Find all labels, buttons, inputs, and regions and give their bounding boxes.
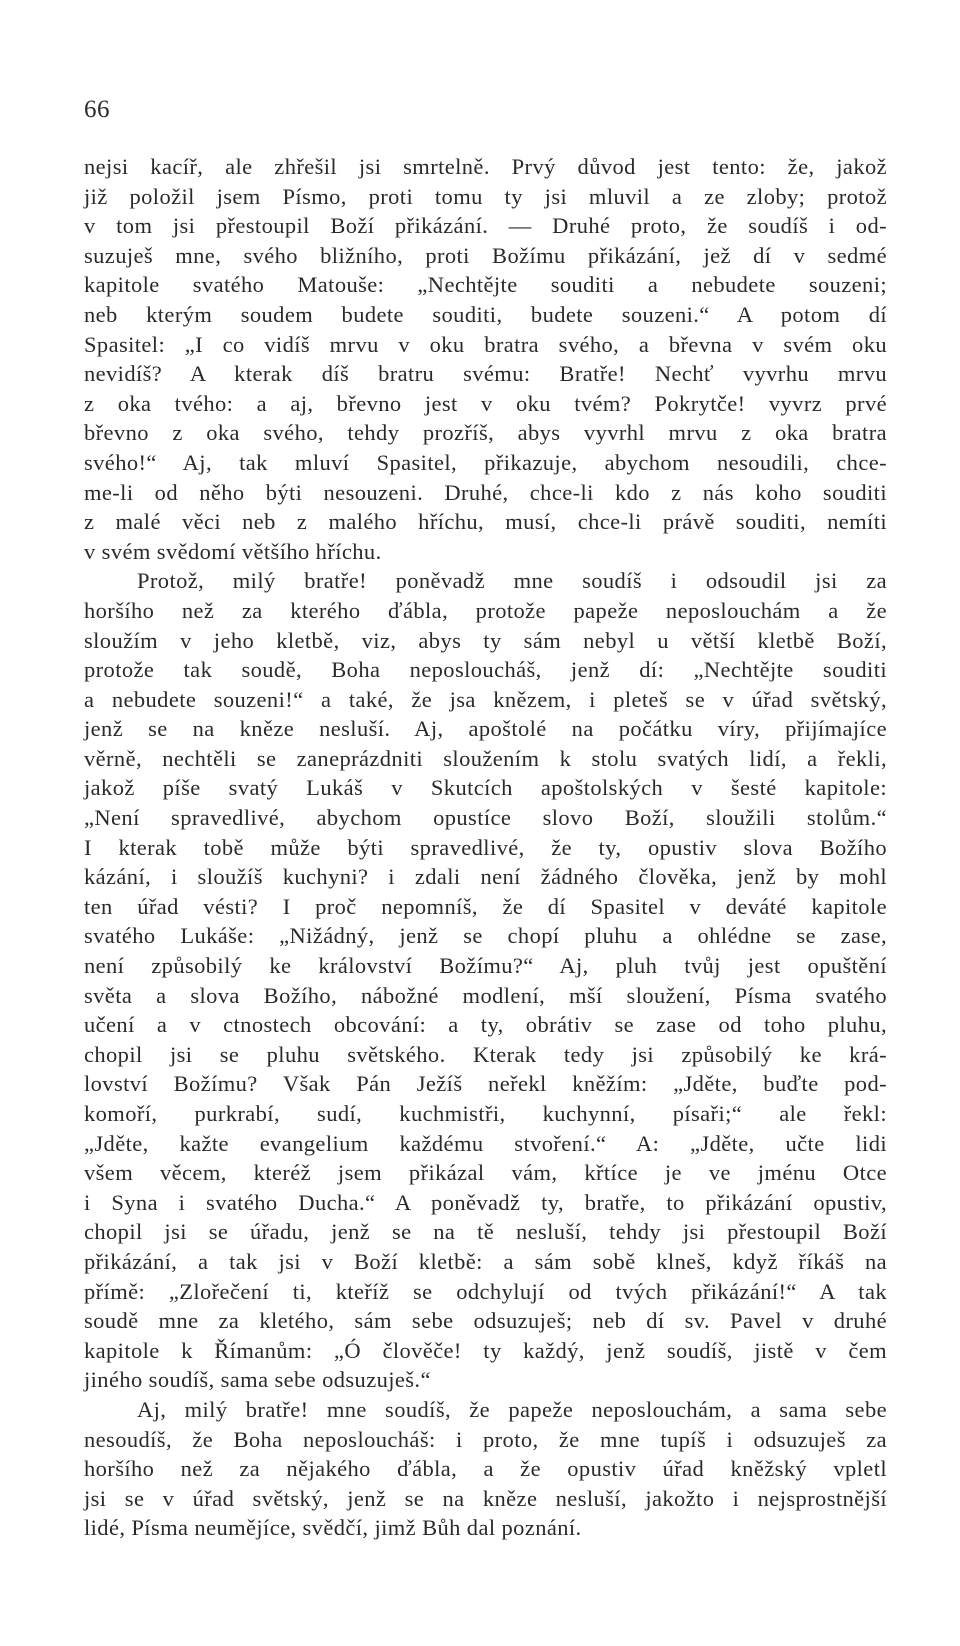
- text-line: nejsi kacíř, ale zhřešil jsi smrtelně. Prvý důvod jest tento: že, jakož: [84, 154, 887, 179]
- text-line: v tom jsi přestoupil Boží přikázání. — Druhé proto, že soudíš i od-: [84, 213, 887, 239]
- body-text: [84, 152, 887, 1543]
- text-line: kázání, i sloužíš kuchyni? i zdali není žádného člověka, jenž by mohl: [84, 864, 887, 890]
- text-line: horšího než za kterého ďábla, protože papeže neposlouchám a že: [84, 597, 887, 623]
- page-number: 66: [84, 96, 110, 123]
- text-line: i Syna i svatého Ducha.“ A poněvadž ty, bratře, to přikázání opustiv,: [84, 1189, 887, 1215]
- text-line: Spasitel: „I co vidíš mrvu v oku bratra svého, a břevna v svém oku: [84, 331, 887, 357]
- text-line: sloužím v jeho kletbě, viz, abys ty sám nebyl u větší kletbě Boží,: [84, 627, 887, 653]
- text-line: lovství Božímu? Však Pán Ježíš neřekl kněžím: „Jděte, buďte pod-: [84, 1071, 887, 1097]
- text-line: věrně, nechtěli se zaneprázdniti sloužením k stolu svatých lidí, a řekli,: [84, 745, 887, 771]
- text-line: protože tak soudě, Boha neposloucháš, jenž dí: „Nechtějte souditi: [84, 657, 887, 683]
- text-line: „Není spravedlivé, abychom opustíce slovo Boží, sloužili stolům.“: [84, 805, 887, 831]
- text-line: Protož, milý bratře! poněvadž mne soudíš i odsoudil jsi za: [137, 568, 887, 594]
- text-line: všem věcem, kteréž jsem přikázal vám, křtíce je ve jménu Otce: [84, 1160, 887, 1186]
- paragraph: [84, 1395, 887, 1543]
- text-line: me-li od něho býti nesouzeni. Druhé, chce-li kdo z nás koho souditi: [84, 479, 887, 505]
- text-line: přikázání, a tak jsi v Boží kletbě: a sám sobě klneš, když říkáš na: [84, 1248, 887, 1274]
- text-line: kapitole svatého Matouše: „Nechtějte souditi a nebudete souzeni;: [84, 272, 887, 298]
- text-line: horšího než za nějakého ďábla, a že opustiv úřad kněžský vpletl: [84, 1456, 887, 1482]
- text-line: Aj, milý bratře! mne soudíš, že papeže neposlouchám, a sama sebe: [137, 1396, 887, 1422]
- paragraph: [84, 152, 887, 566]
- text-line: neb kterým soudem budete souditi, budete souzeni.“ A potom dí: [84, 301, 887, 327]
- text-line: suzuješ mne, svého bližního, proti Božímu přikázání, jež dí v sedmé: [84, 242, 887, 268]
- text-line: I kterak tobě může býti spravedlivé, že ty, opustiv slova Božího: [84, 834, 887, 860]
- text-line: v svém svědomí většího hříchu.: [84, 538, 382, 564]
- text-line: svého!“ Aj, tak mluví Spasitel, přikazuje, abychom nesoudili, chce-: [84, 449, 887, 475]
- text-line: břevno z oka svého, tehdy prozříš, abys vyvrhl mrvu z oka bratra: [84, 420, 887, 446]
- text-line: jakož píše svatý Lukáš v Skutcích apoštolských v šesté kapitole:: [84, 775, 887, 801]
- text-line: z oka tvého: a aj, břevno jest v oku tvém? Pokrytče! vyvrz prvé: [84, 390, 887, 416]
- text-line: svatého Lukáše: „Nižádný, jenž se chopí pluhu a ohlédne se zase,: [84, 923, 887, 949]
- text-line: jenž se na kněze nesluší. Aj, apoštolé na počátku víry, přijímajíce: [84, 716, 887, 742]
- text-line: „Jděte, kažte evangelium každému stvoření.“ A: „Jděte, učte lidi: [84, 1130, 887, 1156]
- text-line: jiného soudíš, sama sebe odsuzuješ.“: [84, 1367, 431, 1393]
- text-line: není způsobilý ke království Božímu?“ Aj, pluh tvůj jest opuštění: [84, 953, 887, 979]
- text-line: nesoudíš, že Boha neposloucháš: i proto, že mne tupíš i odsuzuješ za: [84, 1426, 887, 1452]
- text-line: z malé věci neb z malého hříchu, musí, chce-li právě souditi, nemíti: [84, 509, 887, 535]
- text-line: kapitole k Římanům: „Ó člověče! ty každý, jenž soudíš, jistě v čem: [84, 1337, 887, 1363]
- text-line: světa a slova Božího, nábožné modlení, mší sloužení, Písma svatého: [84, 982, 887, 1008]
- paragraph: [84, 566, 887, 1395]
- text-line: přímě: „Zlořečení ti, kteříž se odchylují od tvých přikázání!“ A tak: [84, 1278, 887, 1304]
- text-line: jsi se v úřad světský, jenž se na kněze nesluší, jakožto i nejsprostnější: [84, 1485, 887, 1511]
- text-line: nevidíš? A kterak díš bratru svému: Bratře! Nechť vyvrhu mrvu: [84, 361, 887, 387]
- text-line: chopil jsi se pluhu světského. Kterak tedy jsi způsobilý ke krá-: [84, 1041, 887, 1067]
- text-line: již položil jsem Písmo, proti tomu ty jsi mluvil a ze zloby; protož: [84, 183, 887, 209]
- text-line: komoří, purkrabí, sudí, kuchmistři, kuchynní, písaři;“ ale řekl:: [84, 1101, 887, 1126]
- text-line: soudě mne za kletého, sám sebe odsuzuješ; neb dí sv. Pavel v druhé: [84, 1308, 887, 1334]
- text-line: lidé, Písma neumějíce, svědčí, jimž Bůh dal poznání.: [84, 1515, 582, 1541]
- text-line: chopil jsi se úřadu, jenž se na tě nesluší, tehdy jsi přestoupil Boží: [84, 1219, 887, 1245]
- text-line: učení a v ctnostech obcování: a ty, obrátiv se zase od toho pluhu,: [84, 1012, 887, 1038]
- text-line: a nebudete souzeni!“ a také, že jsa knězem, i pleteš se v úřad světský,: [84, 686, 887, 712]
- text-line: ten úřad vésti? I proč nepomníš, že dí Spasitel v deváté kapitole: [84, 893, 887, 919]
